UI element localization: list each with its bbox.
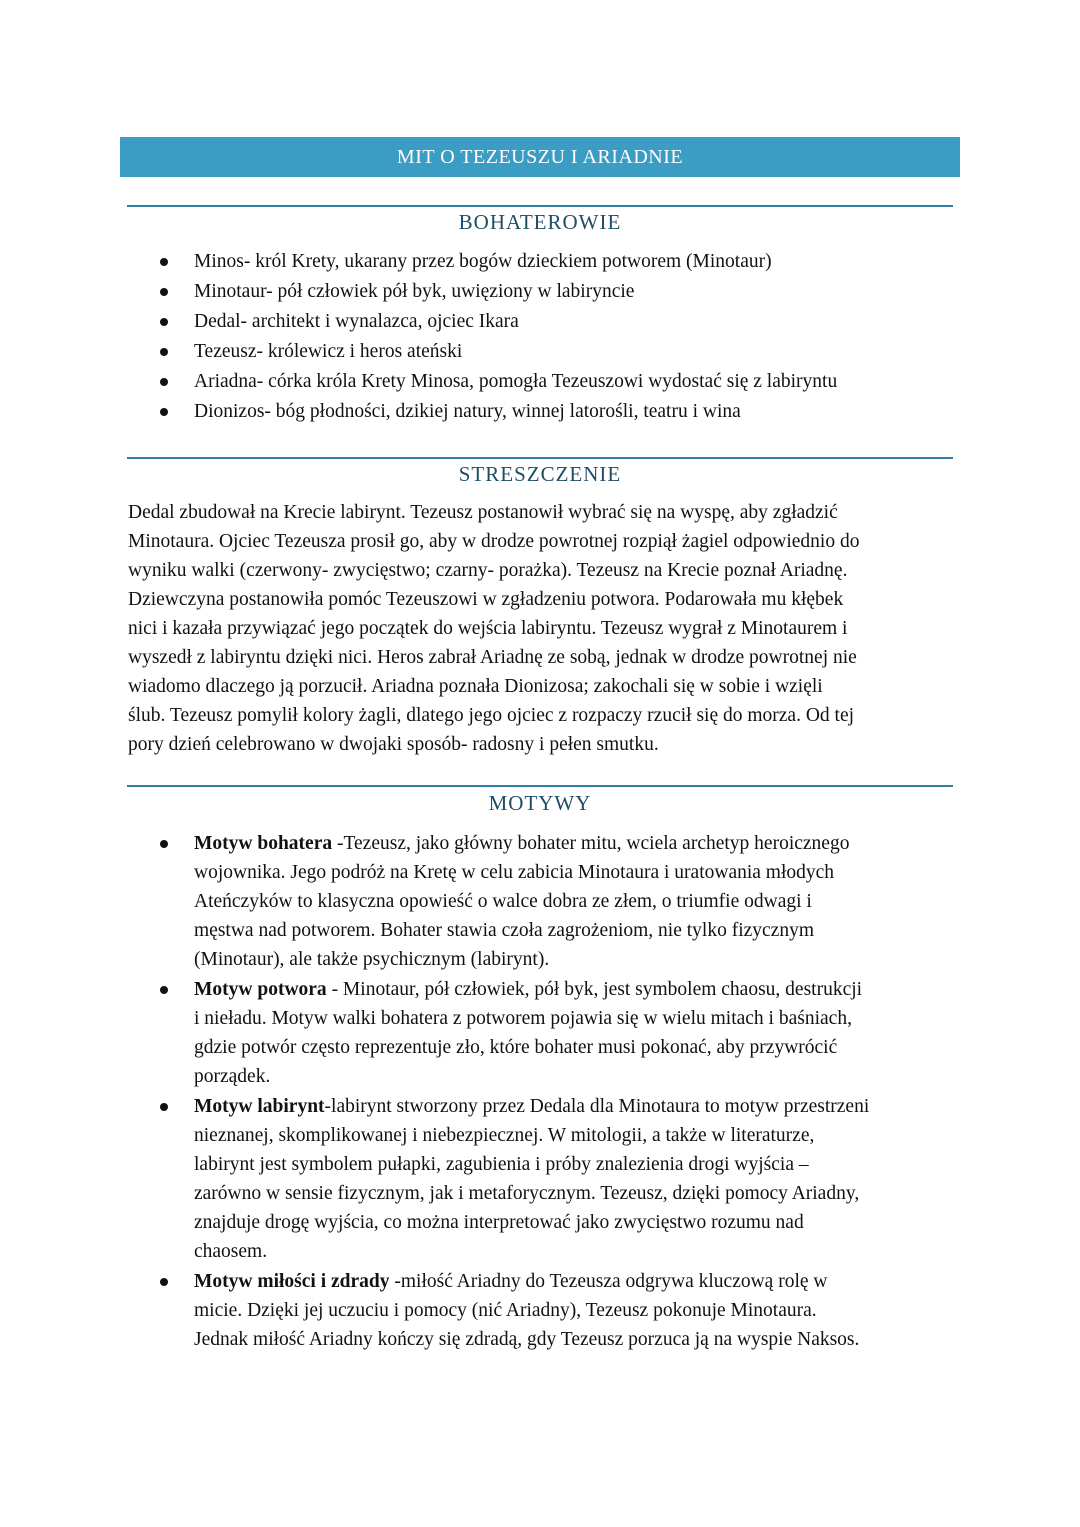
list-item: Minos- król Krety, ukarany przez bogów dzieckiem potworem (Minotaur): [160, 247, 960, 277]
list-item: Ariadna- córka króla Krety Minosa, pomogła Tezeuszowi wydostać się z labiryntu: [160, 367, 960, 397]
motive-term: Motyw bohatera: [194, 833, 333, 854]
bullet-icon: [160, 348, 168, 356]
section-divider: [127, 457, 953, 459]
motive-term: Motyw potwora: [194, 979, 327, 1000]
summary-line: nici i kazała przywiązać jego początek do wejścia labiryntu. Tezeusz wygrał z Minotaurem i: [128, 618, 848, 639]
summary-line: wyszedł z labiryntu dzięki nici. Heros zabrał Ariadnę ze sobą, jednak w drodze powrotnej nie: [128, 647, 857, 668]
bullet-icon: [160, 408, 168, 416]
bullet-icon: [160, 1103, 168, 1111]
summary-line: Dedal zbudował na Krecie labirynt. Tezeusz postanowił wybrać się na wyspę, aby zgładzić: [128, 502, 838, 523]
title-banner: [120, 137, 960, 177]
bullet-icon: [160, 288, 168, 296]
list-item: Motyw potwora - Minotaur, pół człowiek, pół byk, jest symbolem chaosu, destrukcji i nieładu. Motyw walki bohatera z potworem pojawia się w wielu mitach i baśniach, gdzie potwór często reprezentuje zło, które bohater musi pokonać, aby przywrócić porządek.: [160, 975, 960, 1091]
bullet-icon: [160, 986, 168, 994]
heroes-heading: BOHATEROWIE: [458, 210, 622, 234]
motives-heading: MOTYWY: [488, 791, 592, 815]
motives-list: [160, 829, 960, 1355]
motive-term: Motyw miłości i zdrady: [194, 1271, 390, 1292]
summary-heading: STRESZCZENIE: [458, 462, 622, 486]
list-item: Dionizos- bóg płodności, dzikiej natury, winnej latorośli, teatru i wina: [160, 397, 960, 427]
list-item: Motyw miłości i zdrady -miłość Ariadny do Tezeusza odgrywa kluczową rolę w micie. Dzięki jej uczuciu i pomocy (nić Ariadny), Tezeusz pokonuje Minotaura. Jednak miłość Ariadny kończy się zdradą, gdy Tezeusz porzuca ją na wyspie Naksos.: [160, 1267, 960, 1354]
list-item: Tezeusz- królewicz i heros ateński: [160, 337, 960, 367]
summary-line: Minotaura. Ojciec Tezeusza prosił go, aby w drodze powrotnej rozpiął żagiel odpowiednio do: [128, 531, 860, 552]
summary-line: pory dzień celebrowano w dwojaki sposób- radosny i pełen smutku.: [128, 734, 659, 755]
summary-line: ślub. Tezeusz pomylił kolory żagli, dlatego jego ojciec z rozpaczy rzucił się do morza. Od tej: [128, 705, 855, 726]
document-title: MIT O TEZEUSZU I ARIADNIE: [396, 145, 684, 168]
bullet-icon: [160, 258, 168, 266]
summary-line: wiadomo dlaczego ją porzucił. Ariadna poznała Dionizosa; zakochali się w sobie i wzięli: [128, 676, 823, 697]
bullet-icon: [160, 318, 168, 326]
list-item: Minotaur- pół człowiek pół byk, uwięziony w labiryncie: [160, 277, 960, 307]
summary-line: Dziewczyna postanowiła pomóc Tezeuszowi w zgładzeniu potwora. Podarowała mu kłębek: [128, 589, 844, 610]
bullet-icon: [160, 840, 168, 848]
list-item: Motyw bohatera -Tezeusz, jako główny bohater mitu, wciela archetyp heroicznego wojownika. Jego podróż na Kretę w celu zabicia Minotaura i uratowania młodych Ateńczyków to klasyczna opowieść o walce dobra ze złem, o triumfie odwagi i męstwa nad potworem. Bohater stawia czoła zagrożeniom, nie tylko fizycznym (Minotaur), ale także psychicznym (labirynt).: [160, 829, 960, 974]
section-divider: [127, 785, 953, 787]
list-item: Dedal- architekt i wynalazca, ojciec Ikara: [160, 307, 960, 337]
summary-paragraph: [128, 498, 958, 759]
section-divider: [127, 205, 953, 207]
bullet-icon: [160, 1278, 168, 1286]
heroes-list: [160, 247, 960, 427]
summary-line: wyniku walki (czerwony- zwycięstwo; czarny- porażka). Tezeusz na Krecie poznał Ariadnę.: [128, 560, 848, 581]
bullet-icon: [160, 378, 168, 386]
motive-term: Motyw labirynt: [194, 1096, 325, 1117]
list-item: Motyw labirynt-labirynt stworzony przez Dedala dla Minotaura to motyw przestrzeni nieznanej, skomplikowanej i niebezpiecznej. W mitologii, a także w literaturze, labirynt jest symbolem pułapki, zagubienia i próby znalezienia drogi wyjścia – zarówno w sensie fizycznym, jak i metaforycznym. Tezeusz, dzięki pomocy Ariadny, znajduje drogę wyjścia, co można interpretować jako zwycięstwo rozumu nad chaosem.: [160, 1092, 960, 1266]
